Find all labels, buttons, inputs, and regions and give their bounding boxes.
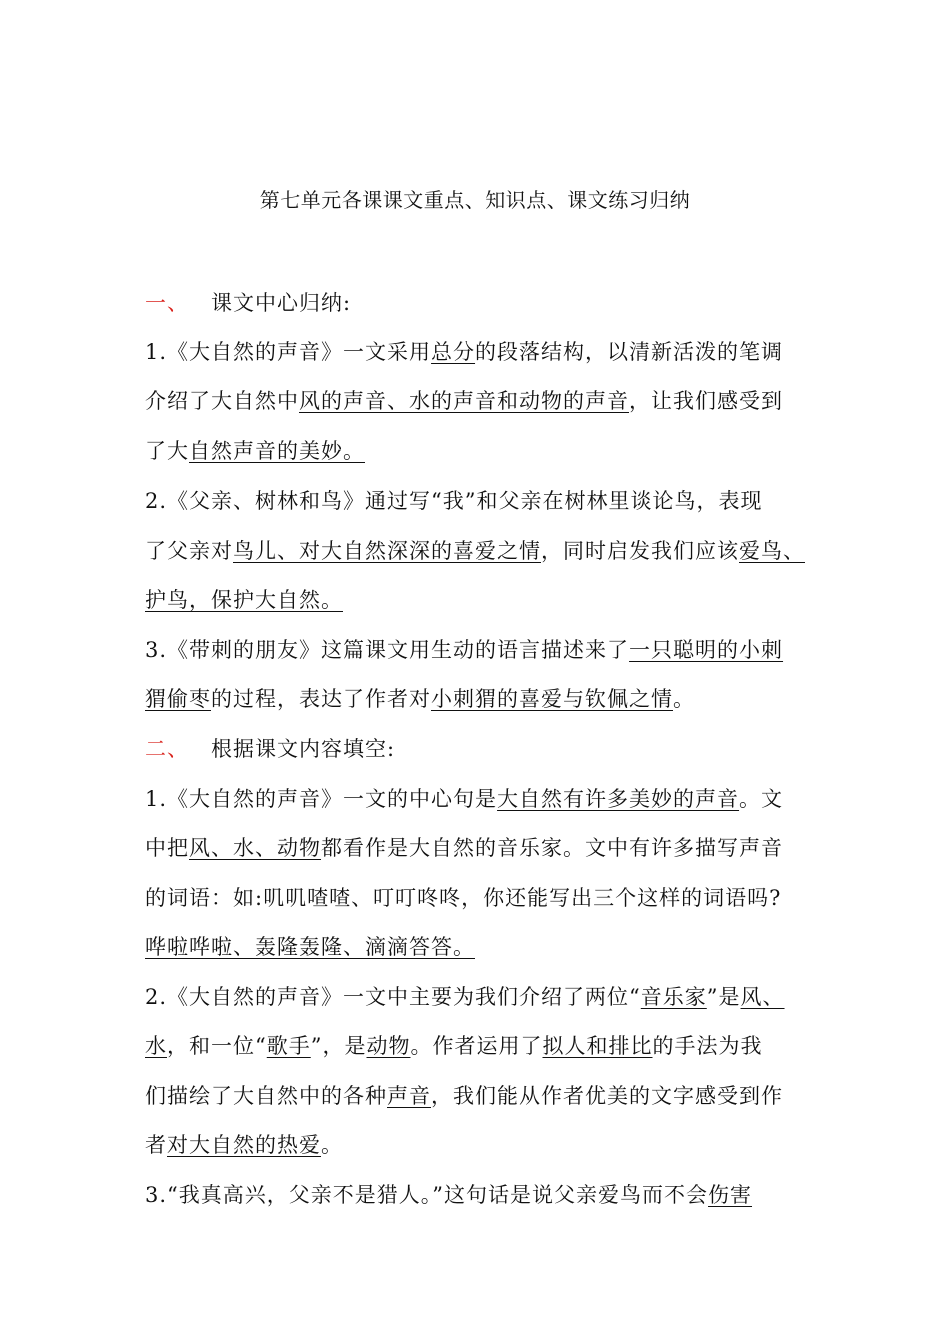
paragraph-line [145, 1031, 763, 1061]
text: 的段落结构，以清新活泼的笔调 [475, 340, 784, 364]
section-number: 二、 [145, 737, 189, 761]
answer-underlined: 风、水、动物 [189, 836, 321, 860]
answer-underlined: 自然声音的美妙。 [189, 439, 365, 463]
answer-underlined: 风的声音、水的声音和动物的声音 [299, 389, 629, 413]
paragraph-line [145, 536, 805, 566]
answer-underlined: 声音 [387, 1084, 431, 1108]
paragraph-line [145, 684, 695, 714]
section-label: 课文中心归纳: [211, 291, 352, 315]
section-label: 根据课文内容填空: [211, 737, 396, 761]
text: 的手法为我 [652, 1034, 763, 1058]
text: 1.《大自然的声音》一文的中心句是 [145, 787, 498, 811]
answer-underlined: 风、 [740, 985, 785, 1009]
paragraph-line [145, 883, 781, 913]
answer-underlined: 拟人和排比 [542, 1034, 653, 1058]
page-title: 第七单元各课课文重点、知识点、课文练习归纳 [259, 188, 691, 212]
answer-underlined: 水 [145, 1034, 167, 1058]
answer-underlined: 音乐家 [640, 985, 707, 1009]
text: 介绍了大自然中 [145, 389, 299, 413]
answer-underlined: 小刺猬的喜爱与钦佩之情 [431, 687, 673, 711]
text: 。文 [739, 787, 784, 811]
answer-underlined: 爱鸟、 [739, 539, 805, 563]
text: 中把 [145, 836, 189, 860]
answer-underlined: 猬偷枣 [145, 687, 211, 711]
text: ，让我们感受到 [629, 389, 783, 413]
answer-underlined: 总分 [431, 340, 476, 364]
answer-underlined: 一只聪明的小刺 [629, 638, 784, 662]
text: 者 [145, 1133, 167, 1157]
text: 。 [673, 687, 695, 711]
paragraph-line [145, 1130, 343, 1160]
text: 3.“我真高兴，父亲不是猎人。”这句话是说父亲爱鸟而不会 [145, 1183, 709, 1207]
answer-underlined: 哗啦哗啦、轰隆轰隆、滴滴答答。 [145, 935, 475, 959]
section-heading-1 [145, 288, 351, 318]
paragraph-line [145, 932, 475, 962]
paragraph-line [145, 386, 783, 416]
answer-underlined: 歌手 [266, 1034, 311, 1058]
paragraph-line [145, 1081, 783, 1111]
paragraph-line [145, 982, 785, 1012]
text: 2.《大自然的声音》一文中主要为我们介绍了两位“ [145, 985, 641, 1009]
text: ，同时启发我们应该 [541, 539, 739, 563]
answer-underlined: 伤害 [708, 1183, 753, 1207]
text: 。 [321, 1133, 343, 1157]
text: 1.《大自然的声音》一文采用 [145, 340, 432, 364]
section-number: 一、 [145, 291, 189, 315]
text: 了大 [145, 439, 189, 463]
section-heading-2 [145, 734, 395, 764]
answer-underlined: 鸟儿、对大自然深深的喜爱之情 [233, 539, 541, 563]
text: 3.《带刺的朋友》这篇课文用生动的语言描述来了 [145, 638, 630, 662]
text: 。作者运用了 [410, 1034, 543, 1058]
text: ”，是 [310, 1034, 367, 1058]
text: ，和一位“ [167, 1034, 267, 1058]
answer-underlined: 动物 [366, 1034, 411, 1058]
answer-underlined: 护鸟，保护大自然。 [145, 588, 343, 612]
text: 都看作是大自然的音乐家。文中有许多描写声音 [321, 836, 783, 860]
answer-underlined: 对大自然的热爱 [167, 1133, 321, 1157]
paragraph-line [145, 1180, 752, 1210]
paragraph-line [145, 833, 783, 863]
text: ”是 [706, 985, 741, 1009]
paragraph-line [145, 784, 783, 814]
paragraph-line [145, 486, 763, 516]
answer-underlined: 大自然有许多美妙的声音 [497, 787, 740, 811]
paragraph-line [145, 436, 365, 466]
text: 们描绘了大自然中的各种 [145, 1084, 387, 1108]
text: 的词语：如:叽叽喳喳、叮叮咚咚，你还能写出三个这样的词语吗? [145, 886, 782, 910]
paragraph-line [145, 585, 343, 615]
text: 2.《父亲、树林和鸟》通过写“我”和父亲在树林里谈论鸟，表现 [145, 489, 763, 513]
text: 的过程，表达了作者对 [211, 687, 431, 711]
text: 了父亲对 [145, 539, 233, 563]
text: ，我们能从作者优美的文字感受到作 [431, 1084, 783, 1108]
paragraph-line [145, 635, 783, 665]
paragraph-line [145, 337, 783, 367]
